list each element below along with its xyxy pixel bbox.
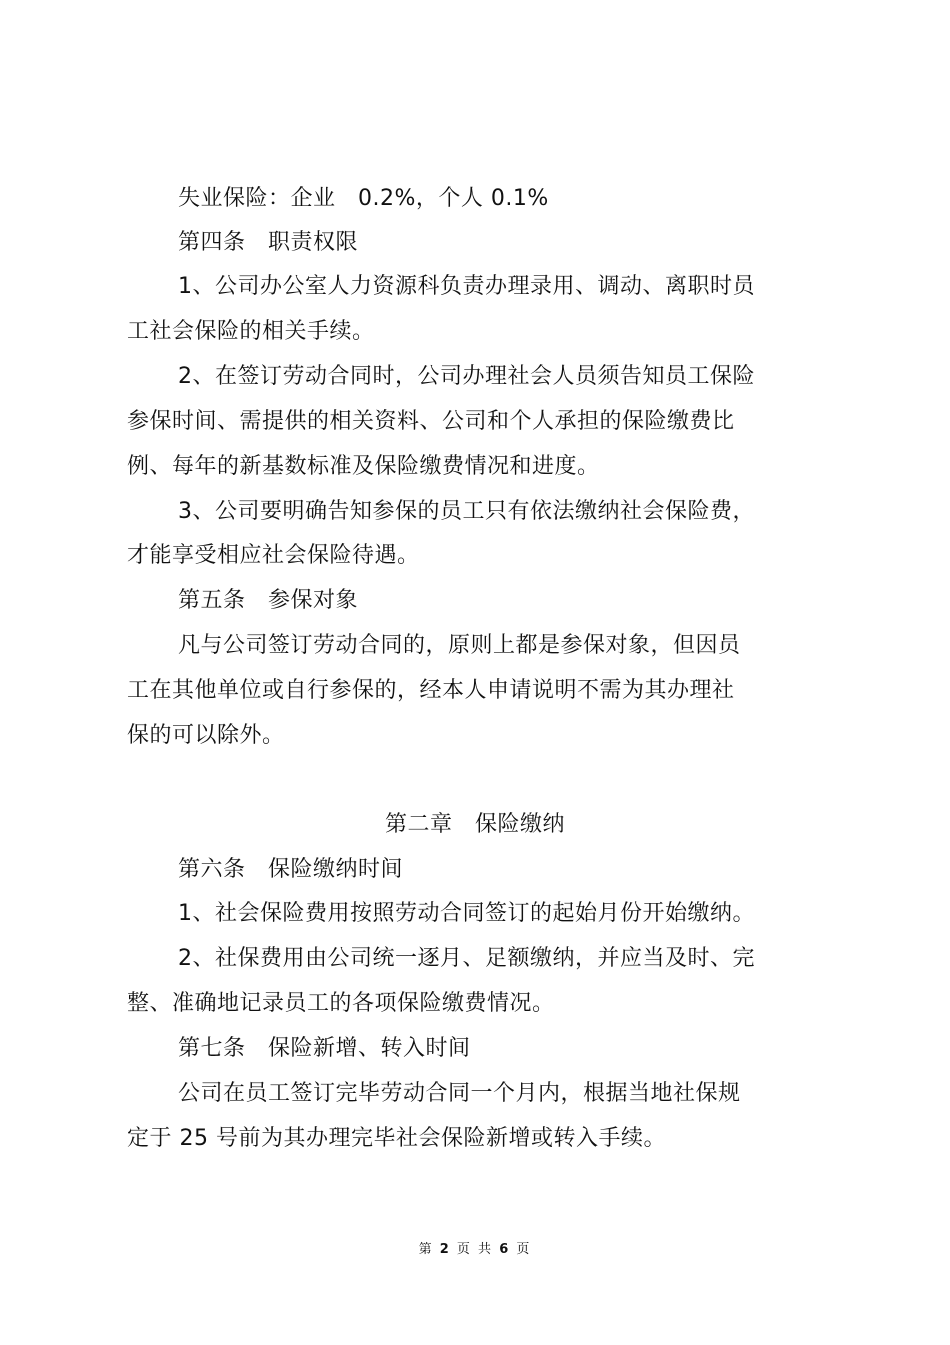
paragraph-line: 才能享受相应社会保险待遇。 <box>127 543 420 568</box>
page-footer <box>0 1238 950 1257</box>
footer-middle: 页 共 <box>456 1242 494 1257</box>
paragraph-line: 3、公司要明确告知参保的员工只有依法缴纳社会保险费， <box>178 499 755 524</box>
paragraph-line: 1、社会保险费用按照劳动合同签订的起始月份开始缴纳。 <box>178 901 755 926</box>
paragraph-line: 1、公司办公室人力资源科负责办理录用、调动、离职时员 <box>178 274 755 299</box>
footer-prefix: 第 <box>418 1242 434 1257</box>
article-heading: 第七条 保险新增、转入时间 <box>178 1036 471 1061</box>
paragraph-line: 整、准确地记录员工的各项保险缴费情况。 <box>127 991 555 1016</box>
paragraph-line: 工社会保险的相关手续。 <box>127 319 375 344</box>
paragraph-line: 公司在员工签订完毕劳动合同一个月内，根据当地社保规 <box>178 1081 741 1106</box>
paragraph-line: 2、社保费用由公司统一逐月、足额缴纳，并应当及时、完 <box>178 946 755 971</box>
paragraph-line: 保的可以除外。 <box>127 723 285 748</box>
paragraph-line: 定于 25 号前为其办理完毕社会保险新增或转入手续。 <box>127 1126 666 1151</box>
current-page-number: 2 <box>439 1242 451 1257</box>
article-heading: 第六条 保险缴纳时间 <box>178 857 404 882</box>
paragraph-line: 例、每年的新基数标准及保险缴费情况和进度。 <box>127 454 600 479</box>
article-heading: 第四条 职责权限 <box>178 230 359 255</box>
paragraph-line: 工在其他单位或自行参保的，经本人申请说明不需为其办理社 <box>127 678 735 703</box>
total-pages-number: 6 <box>499 1242 511 1257</box>
paragraph-line: 凡与公司签订劳动合同的，原则上都是参保对象，但因员 <box>178 633 741 658</box>
chapter-heading: 第二章 保险缴纳 <box>384 812 565 837</box>
article-heading: 第五条 参保对象 <box>178 588 359 613</box>
footer-suffix: 页 <box>516 1242 532 1257</box>
paragraph-line: 失业保险：企业 0.2%，个人 0.1% <box>178 186 549 211</box>
paragraph-line: 2、在签订劳动合同时，公司办理社会人员须告知员工保险 <box>178 364 755 389</box>
paragraph-line: 参保时间、需提供的相关资料、公司和个人承担的保险缴费比 <box>127 409 735 434</box>
